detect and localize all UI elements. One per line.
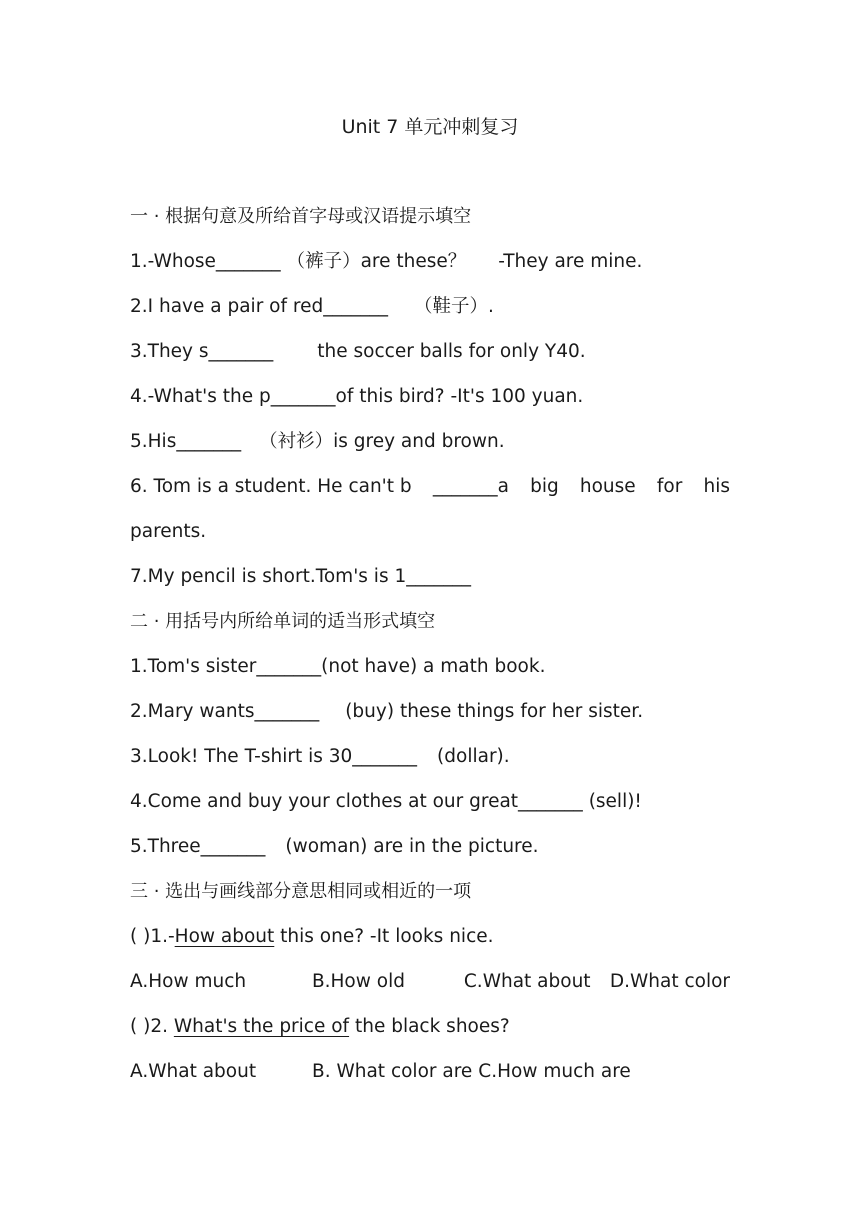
option-a: A.What about	[130, 1061, 257, 1082]
s1-q2-text: 2.I have a pair of red_______	[130, 296, 388, 317]
option-c: C.What about	[463, 971, 591, 992]
s1-question-4: 4.-What's the p_______of this bird? -It's 100 yuan.	[130, 386, 584, 407]
s3-q1-rest: this one? -It looks nice.	[274, 926, 494, 947]
s1-question-5	[130, 424, 730, 469]
s2-question-2	[130, 694, 730, 739]
s2-q2-rest: (buy) these things for her sister.	[345, 701, 644, 722]
s3-q1-underlined: How about	[174, 926, 275, 947]
s1-question-3	[130, 334, 730, 379]
s1-q1-answer: -They are mine.	[498, 251, 643, 272]
s1-question-2	[130, 289, 730, 334]
s3-question-1	[130, 919, 730, 964]
s1-q3-rest: the soccer balls for only Y40.	[317, 341, 586, 362]
s1-question-6	[130, 469, 730, 514]
s2-q2-text: 2.Mary wants_______	[130, 701, 320, 722]
s2-question-5	[130, 829, 730, 874]
s3-q2-options	[130, 1054, 730, 1099]
s1-q6-word: his	[703, 476, 730, 497]
s2-question-4: 4.Come and buy your clothes at our great_______ (sell)!	[130, 791, 642, 812]
s2-q5-text: 5.Three_______	[130, 836, 266, 857]
section-1-heading: 一 · 根据句意及所给首字母或汉语提示填空	[130, 206, 472, 227]
s2-question-1: 1.Tom's sister_______(not have) a math book.	[130, 656, 546, 677]
s2-question-3	[130, 739, 730, 784]
s1-q6-word: 6. Tom is a student. He can't b	[130, 476, 412, 497]
s2-q3-text: 3.Look! The T-shirt is 30_______	[130, 746, 418, 767]
s1-q5-rest: （衬衫）is grey and brown.	[259, 431, 505, 452]
page-title: Unit 7 单元冲刺复习	[341, 116, 519, 138]
s1-question-1	[130, 244, 730, 289]
s1-q6-word: big	[530, 476, 559, 497]
section-2-heading: 二 · 用括号内所给单词的适当形式填空	[130, 611, 436, 632]
s1-q6-word: for	[656, 476, 683, 497]
s1-q6-word: house	[579, 476, 636, 497]
s3-q1-options	[130, 964, 730, 1009]
s3-q1-prefix: ( )1.-	[130, 926, 175, 947]
s1-q3-text: 3.They s_______	[130, 341, 274, 362]
s1-question-6-continued: parents.	[130, 521, 207, 542]
s2-q3-rest: (dollar).	[437, 746, 510, 767]
section-3-heading: 三 · 选出与画线部分意思相同或相近的一项	[130, 881, 472, 902]
option-b: B.How old	[311, 971, 405, 992]
document-body	[130, 199, 730, 1099]
s1-q2-hint: （鞋子）.	[413, 296, 494, 317]
s1-q1-text: 1.-Whose_______ （裤子）are these？	[130, 251, 467, 272]
s3-q2-prefix: ( )2.	[130, 1016, 174, 1037]
s3-q2-underlined: What's the price of	[173, 1016, 350, 1037]
s2-q5-rest: (woman) are in the picture.	[285, 836, 539, 857]
s3-question-2	[130, 1009, 730, 1054]
s3-q2-rest: the black shoes?	[349, 1016, 510, 1037]
option-b: B. What color are	[312, 1061, 473, 1082]
s1-q5-text: 5.His_______	[130, 431, 242, 452]
option-a: A.How much	[130, 971, 247, 992]
s1-q6-word: _______a	[432, 476, 509, 497]
option-d: D.What color	[609, 971, 731, 992]
option-c: C.How much are	[478, 1061, 631, 1082]
s1-question-7: 7.My pencil is short.Tom's is 1_______	[130, 566, 471, 587]
